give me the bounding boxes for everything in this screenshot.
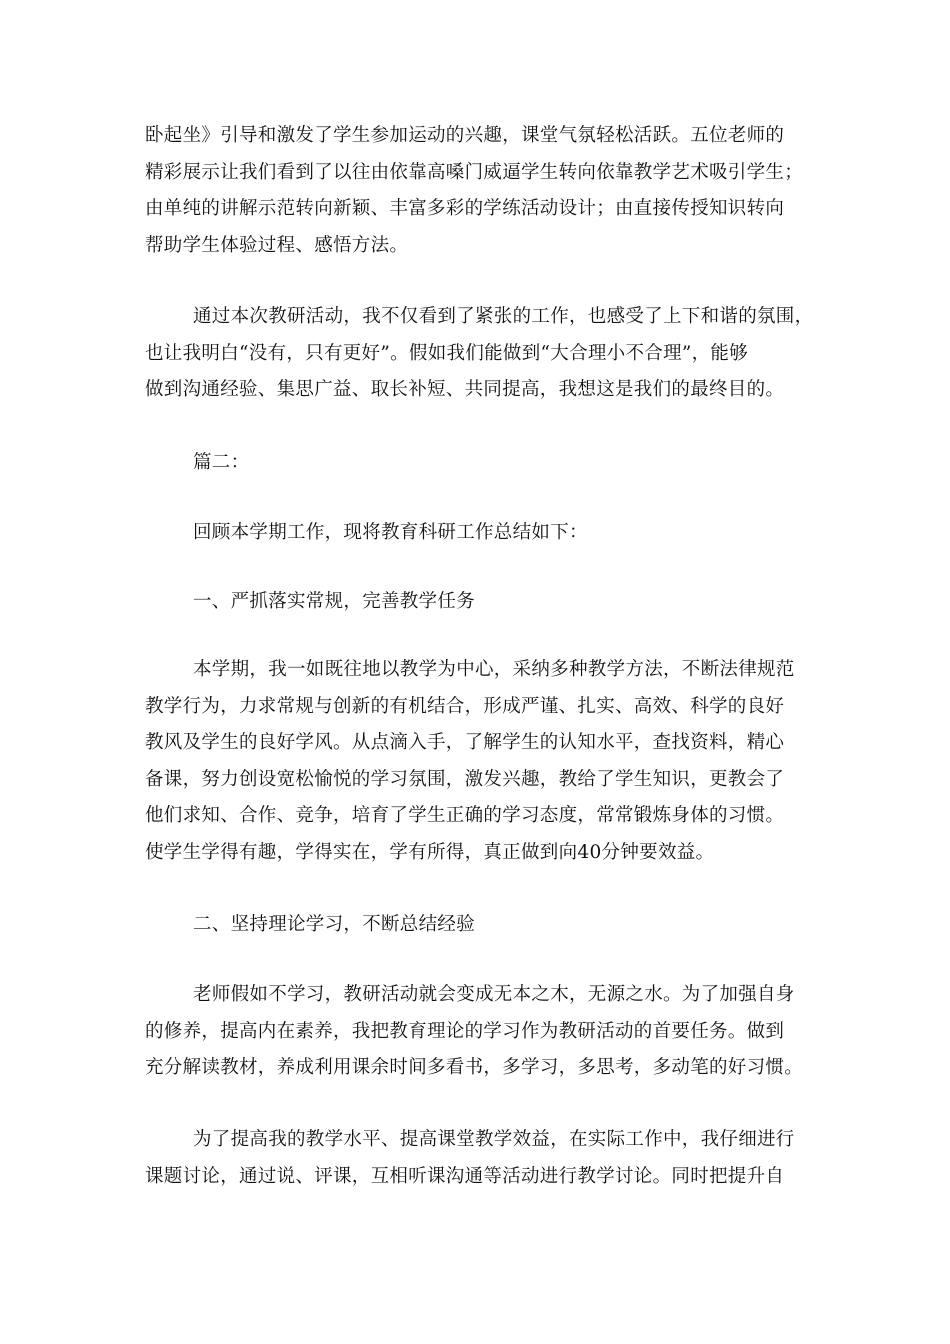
paragraph-1 [145,118,810,264]
text-line: 卧起坐》引导和激发了学生参加运动的兴趣，课堂气氛轻松活跃。五位老师的 [145,125,785,146]
paragraph-5 [145,1122,810,1195]
text-line: 本学期，我一如既往地以教学为中心，采纳多种教学方法，不断法律规范 [193,659,795,680]
text-line: 做到沟通经验、集思广益、取长补短、共同提高，我想这是我们的最终目的。 [145,379,785,400]
text-line: 课题讨论，通过说、评课，互相听课沟通等活动进行教学讨论。同时把提升自 [145,1165,785,1187]
paragraph-2 [145,299,814,409]
paragraph-4 [145,977,810,1087]
heading-2 [145,907,810,944]
text-line: 篇二： [193,452,250,473]
text-line: 精彩展示让我们看到了以往由依靠高嗓门威逼学生转向依靠教学艺术吸引学生； [145,161,804,183]
text-line: 教风及学生的良好学风。从点滴入手，了解学生的认知水平，查找资料，精心 [145,732,785,753]
text-line: 教学行为，力求常规与创新的有机结合，形成严谨、扎实、高效、科学的良好 [145,695,785,717]
paragraph-intro [145,515,810,552]
text-line: 一、严抓落实常规，完善教学任务 [193,591,476,612]
text-line: 也让我明白“没有，只有更好”。假如我们能做到“大合理小不合理”，能够 [145,342,749,364]
text-line: 为了提高我的教学水平、提高课堂教学效益，在实际工作中，我仔细进行 [193,1129,795,1150]
text-line: 通过本次教研活动，我不仅看到了紧张的工作，也感受了上下和谐的氛围， [193,306,814,327]
text-line: 回顾本学期工作，现将教育科研工作总结如下： [193,522,588,543]
heading-1 [145,584,810,621]
text-line: 使学生学得有趣，学得实在，学有所得，真正做到向40分钟要效益。 [145,841,715,863]
text-line: 由单纯的讲解示范转向新颖、丰富多彩的学练活动设计；由直接传授知识转向 [145,198,785,219]
text-line: 备课，努力创设宽松愉悦的学习氛围，激发兴趣，教给了学生知识，更教会了 [145,768,785,790]
text-line: 充分解读教材，养成利用课余时间多看书，多学习，多思考，多动笔的好习惯。 [145,1057,804,1078]
paragraph-3 [145,652,810,871]
text-line: 二、坚持理论学习，不断总结经验 [193,914,476,935]
text-line: 他们求知、合作、竞争，培育了学生正确的学习态度，常常锻炼身体的习惯。 [145,805,785,826]
section-label-part-two [145,445,810,482]
text-line: 老师假如不学习，教研活动就会变成无本之木，无源之水。为了加强自身 [193,984,795,1005]
text-line: 的修养，提高内在素养，我把教育理论的学习作为教研活动的首要任务。做到 [145,1020,785,1042]
text-line: 帮助学生体验过程、感悟方法。 [145,234,409,256]
